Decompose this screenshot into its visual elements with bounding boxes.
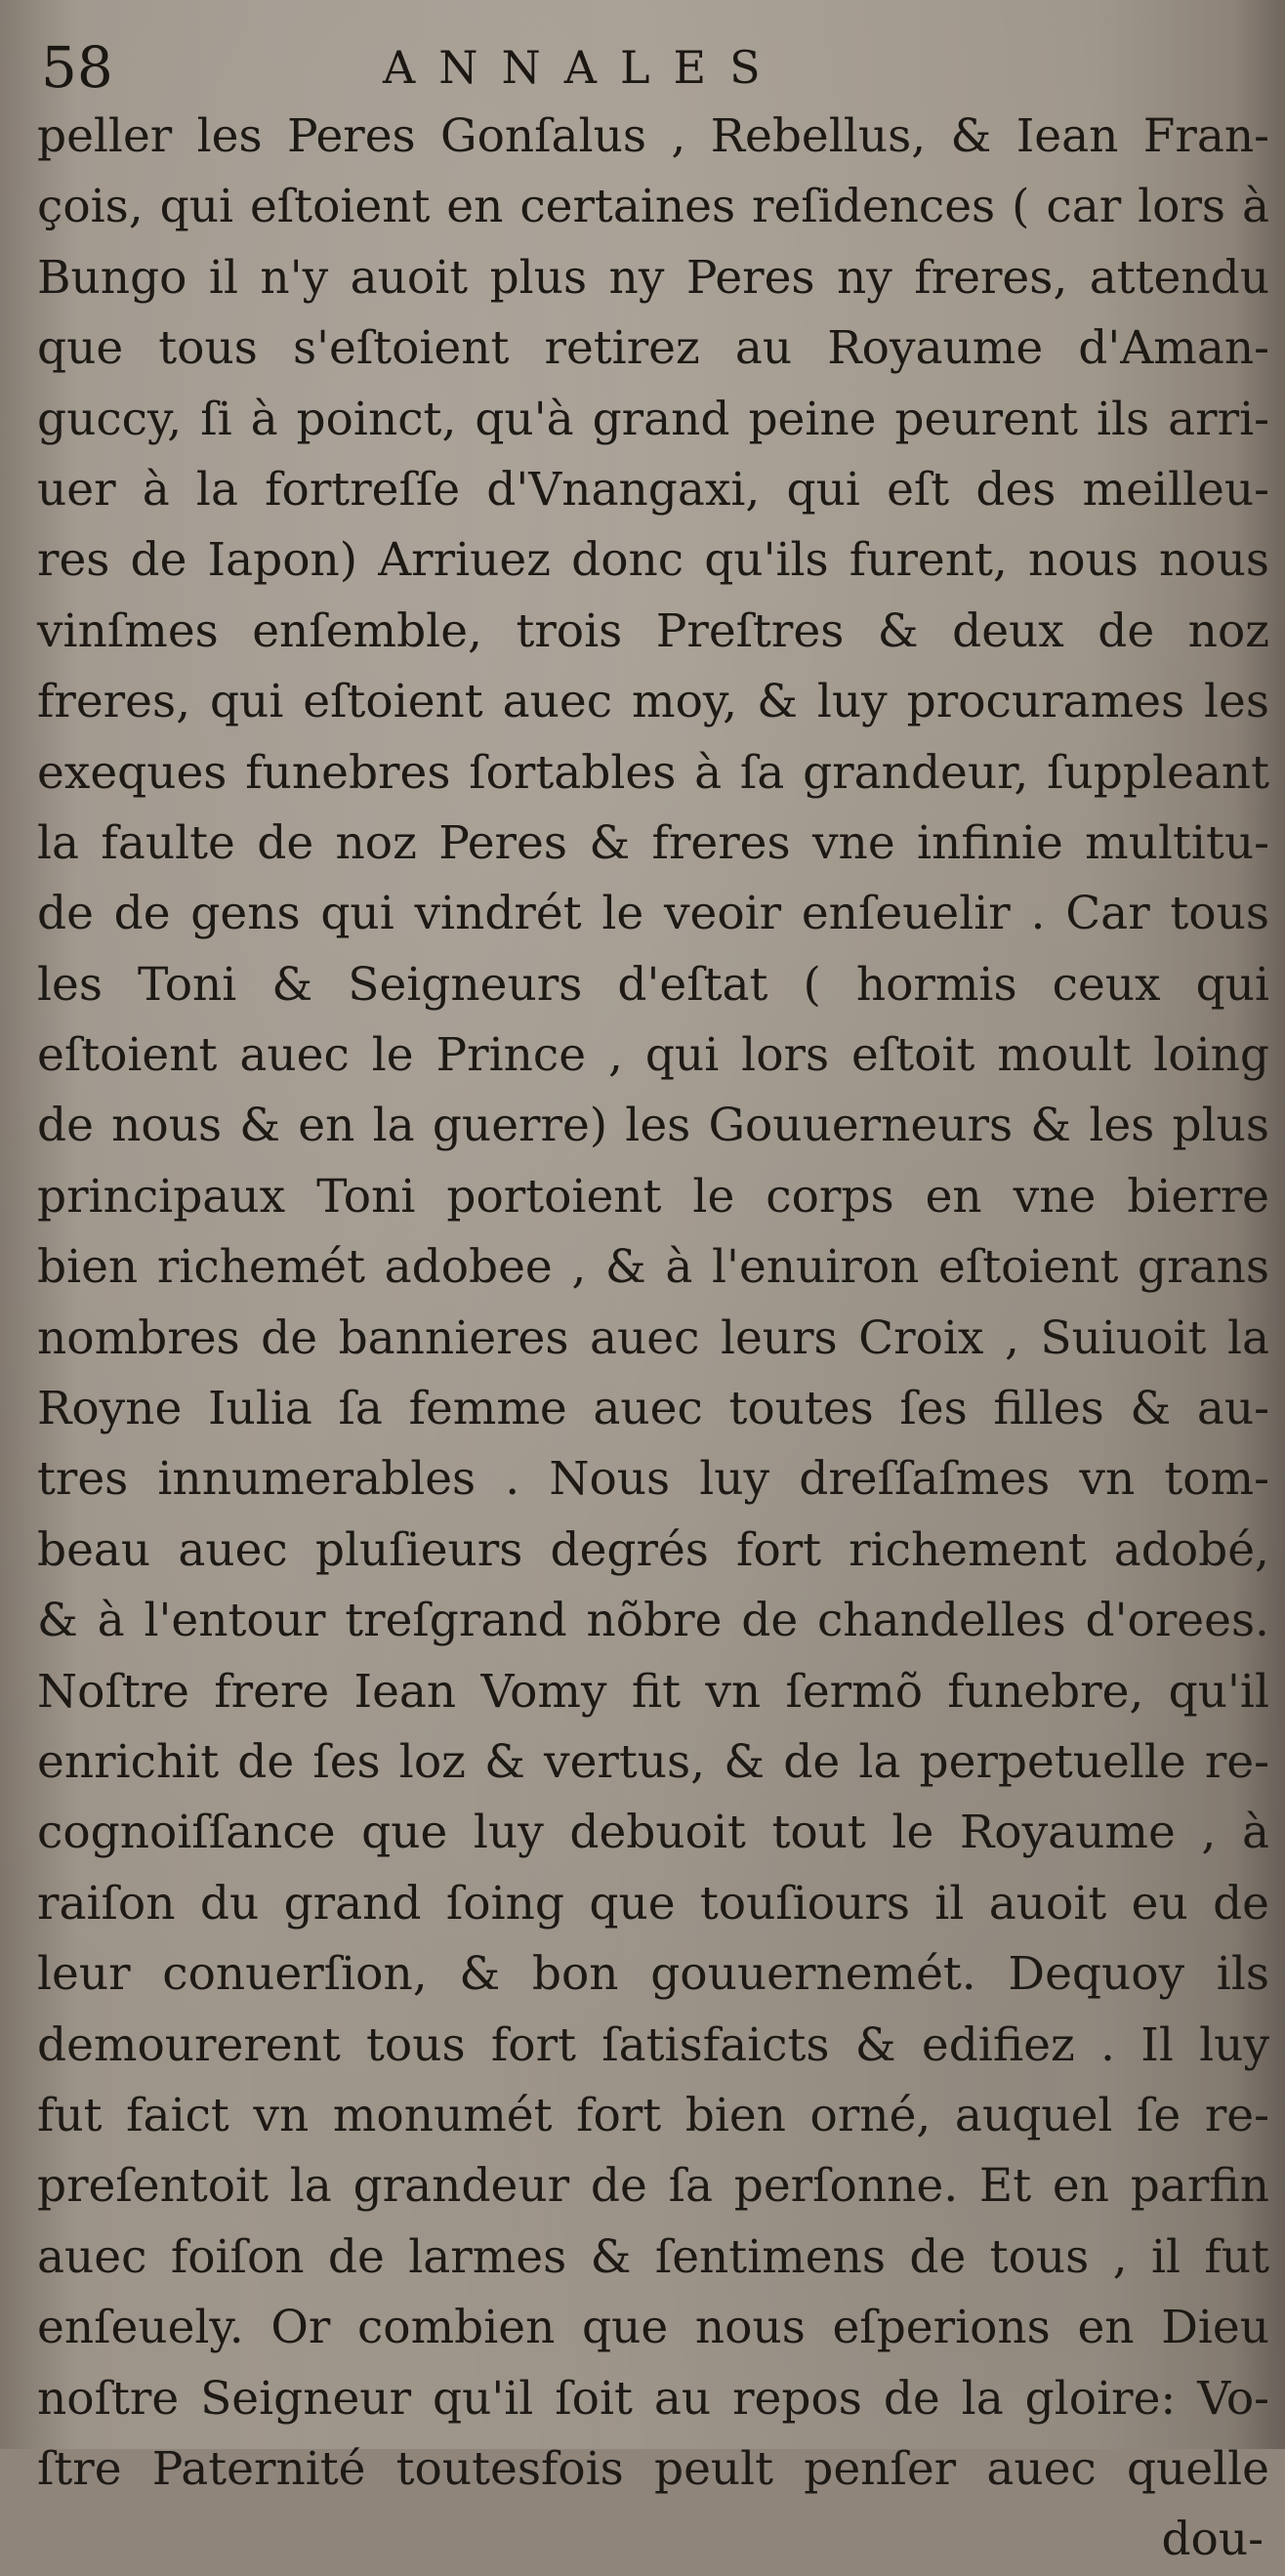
- text-line: vinſmes enſemble, trois Preſtres & deux de noz: [37, 603, 1269, 658]
- text-line: res de Iapon) Arriuez donc qu'ils furent, nous nous: [37, 533, 1269, 588]
- text-line: nombres de bannieres auec leurs Croix , Suiuoit la: [37, 1310, 1269, 1365]
- page-header: [41, 33, 1236, 102]
- running-head: ANNALES: [383, 41, 784, 94]
- text-line: raiſon du grand ſoing que touſiours il auoit eu de: [37, 1876, 1269, 1931]
- text-line: preſentoit la grandeur de ſa perſonne. Et en parfin: [37, 2159, 1269, 2214]
- page-number: 58: [41, 34, 113, 101]
- text-line: leur conuerſion, & bon gouuernemét. Dequoy ils: [37, 1947, 1269, 2002]
- text-line: que tous s'eſtoient retirez au Royaume d'Aman-: [37, 321, 1269, 376]
- text-line: demourerent tous fort ſatisfaicts & edifiez . Il luy: [37, 2017, 1269, 2072]
- text-line: ſtre Paternité toutesfois peult penſer auec quelle: [37, 2441, 1269, 2496]
- text-line: cognoiſſance que luy debuoit tout le Royaume , à: [37, 1806, 1269, 1860]
- text-line: la faulte de noz Peres & freres vne infinie multitu-: [37, 815, 1269, 870]
- text-line: enſeuely. Or combien que nous eſperions en Dieu: [37, 2301, 1269, 2355]
- text-line: beau auec pluſieurs degrés fort richement adobé,: [37, 1522, 1269, 1577]
- text-line: les Toni & Seigneurs d'eſtat ( hormis ceux qui: [37, 957, 1269, 1012]
- text-line: bien richemét adobee , & à l'enuiron eſtoient grans: [37, 1240, 1269, 1295]
- text-line: Noſtre frere Iean Vomy fit vn ſermõ funebre, qu'il: [37, 1664, 1269, 1719]
- text-line: auec foiſon de larmes & ſentimens de tous , il fut: [37, 2229, 1269, 2284]
- text-line: uer à la fortreſſe d'Vnangaxi, qui eſt des meilleu-: [37, 462, 1269, 517]
- body-text: [37, 102, 1269, 2576]
- text-line: eſtoient auec le Prince , qui lors eſtoit moult loing: [37, 1028, 1269, 1083]
- text-line: çois, qui eſtoient en certaines reſidences ( car lors à: [37, 180, 1269, 234]
- text-line: de nous & en la guerre) les Gouuerneurs & les plus: [37, 1099, 1269, 1153]
- text-line: fut faict vn monumét fort bien orné, auquel ſe re-: [37, 2088, 1269, 2142]
- text-line: freres, qui eſtoient auec moy, & luy procurames les: [37, 675, 1269, 729]
- text-line: guccy, ſi à poinct, qu'à grand peine peurent ils arri-: [37, 392, 1269, 446]
- text-line: exeques funebres ſortables à ſa grandeur, ſuppleant: [37, 745, 1269, 800]
- text-line: peller les Peres Gonſalus , Rebellus, & Iean Fran-: [37, 109, 1269, 163]
- catchword: dou-: [1161, 2513, 1264, 2567]
- text-line: de de gens qui vindrét le veoir enſeuelir . Car tous: [37, 887, 1269, 941]
- text-line: tres innumerables . Nous luy dreſſaſmes vn tom-: [37, 1452, 1269, 1507]
- text-line: principaux Toni portoient le corps en vne bierre: [37, 1169, 1269, 1224]
- text-line: Bungo il n'y auoit plus ny Peres ny freres, attendu: [37, 250, 1269, 305]
- text-line: & à l'entour treſgrand nõbre de chandelles d'orees.: [37, 1594, 1269, 1648]
- text-line: Royne Iulia ſa femme auec toutes ſes filles & au-: [37, 1382, 1269, 1436]
- text-line: noſtre Seigneur qu'il ſoit au repos de la gloire: Vo-: [37, 2371, 1269, 2426]
- text-line: enrichit de ſes loz & vertus, & de la perpetuelle re-: [37, 1734, 1269, 1789]
